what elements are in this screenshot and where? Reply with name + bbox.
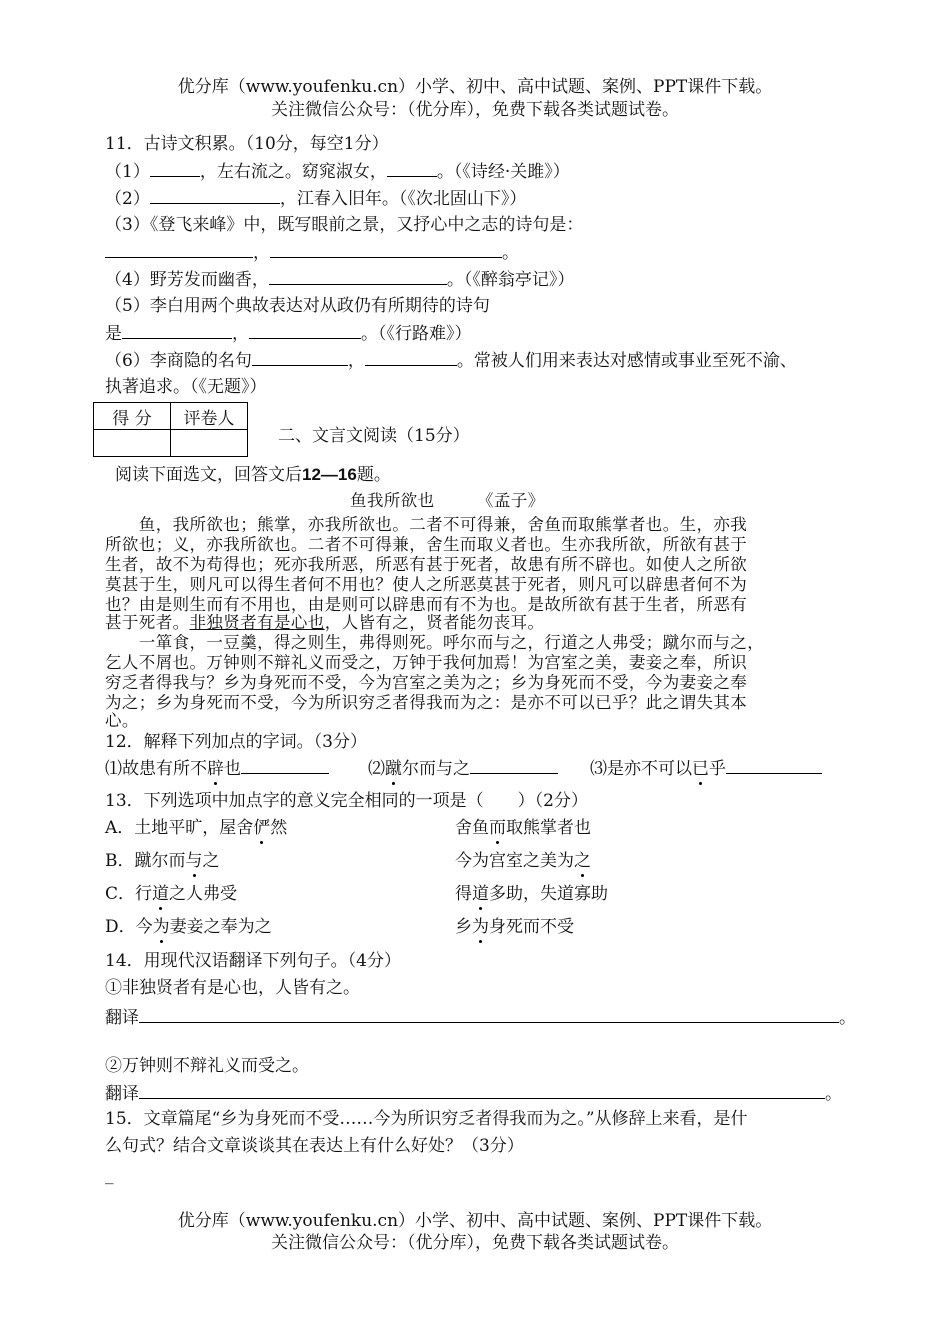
q11-item-2: （2） ，江春入旧年。（《次北固山下》） bbox=[105, 189, 527, 209]
score-cell[interactable] bbox=[94, 430, 171, 457]
q13-option-a-right: 舍鱼而取熊掌者也 bbox=[455, 818, 591, 838]
answer-blank[interactable] bbox=[252, 349, 348, 366]
passage-line: 也？由是则生而有不用也，由是则可以辟患而有不为也。是故所欲有甚于生者，所恶有 bbox=[105, 595, 748, 614]
answer-blank[interactable] bbox=[249, 322, 361, 339]
q15-answer-mark[interactable]: _ bbox=[105, 1165, 114, 1185]
q15-line-2: 么句式？结合文章谈谈其在表达上有什么好处？（3分） bbox=[105, 1136, 524, 1156]
q11-item-5: （5）李白用两个典故表达对从政仍有所期待的诗句 bbox=[105, 296, 490, 316]
q13-option-c-left: C．行道之人弗受 bbox=[105, 884, 238, 904]
score-table bbox=[93, 402, 248, 457]
q11-item-4: （4）野芳发而幽香， 。（《醉翁亭记》） bbox=[105, 270, 575, 290]
q15-line-1: 15．文章篇尾“乡为身死而不受……今为所识穷乏者得我而为之。”从修辞上来看，是什 bbox=[105, 1109, 748, 1129]
q12-item-2: ⑵蹴尔而与之 bbox=[368, 757, 558, 780]
q14-translation-1: 翻译 。 bbox=[105, 1008, 856, 1028]
q13-option-d-left: D．今为妻妾之奉为之 bbox=[105, 917, 272, 937]
passage-line: 生者，故不为苟得也；死亦我所恶，所恶有甚于死者，故患有所不辟也。如使人之所欲 bbox=[105, 555, 748, 574]
answer-blank[interactable] bbox=[387, 160, 437, 177]
q14-sentence-2: ②万钟则不辩礼义而受之。 bbox=[105, 1056, 309, 1076]
q14-title: 14．用现代汉语翻译下列句子。（4分） bbox=[105, 951, 401, 971]
footer-line-1: 优分库（www.youfenku.cn）小学、初中、高中试题、案例、PPT课件下载。 bbox=[177, 1211, 773, 1231]
passage-line: 莫甚于生，则凡可以得生者何不用也？使人之所恶莫甚于死者，则凡可以辟患者何不为 bbox=[105, 575, 748, 594]
passage-line: 甚于死者。非独贤者有是心也，人皆有之，贤者能勿丧耳。 bbox=[105, 613, 545, 632]
q11-item-3: （3）《登飞来峰》中，既写眼前之景，又抒心中之志的诗句是： bbox=[105, 215, 584, 235]
section-2-title: 二、文言文阅读（15分） bbox=[278, 426, 470, 446]
passage-line: 穷乏者得我与？乡为身死而不受，今为宫室之美为之；乡为身死而不受，今为妻妾之奉 bbox=[105, 673, 748, 692]
passage-line: 为之；乡为身死而不受，今为所识穷乏者得我而为之：是亦不可以已乎？此之谓失其本 bbox=[105, 693, 748, 712]
q14-sentence-1: ①非独贤者有是心也，人皆有之。 bbox=[105, 978, 360, 998]
footer-line-2: 关注微信公众号：（优分库），免费下载各类试题试卷。 bbox=[271, 1233, 679, 1253]
answer-blank[interactable] bbox=[150, 187, 280, 204]
q13-option-d-right: 乡为身死而不受 bbox=[455, 917, 574, 937]
q11-item-6-cont: 执著追求。（《无题》） bbox=[105, 377, 267, 397]
q13-option-a-left: A．土地平旷，屋舍俨然 bbox=[105, 818, 288, 838]
q11-item-3-blanks: ， 。 bbox=[105, 241, 519, 264]
q12-title: 12．解释下列加点的字词。（3分） bbox=[105, 732, 367, 752]
answer-blank[interactable] bbox=[105, 241, 253, 258]
answer-blank[interactable] bbox=[726, 757, 822, 774]
q13-title: 13．下列选项中加点字的意义完全相同的一项是（ ）（2分） bbox=[105, 791, 588, 811]
header-line-1: 优分库（www.youfenku.cn）小学、初中、高中试题、案例、PPT课件下载。 bbox=[177, 77, 773, 97]
q12-item-3: ⑶是亦不可以已乎 bbox=[590, 757, 822, 780]
score-header: 得 分 bbox=[94, 403, 171, 430]
answer-blank[interactable] bbox=[122, 322, 232, 339]
q13-option-b-left: B．蹴尔而与之 bbox=[105, 851, 220, 871]
header-line-2: 关注微信公众号：（优分库），免费下载各类试题试卷。 bbox=[271, 100, 679, 120]
q12-item-1: ⑴故患有所不辟也 bbox=[105, 757, 329, 780]
answer-blank[interactable] bbox=[270, 241, 502, 258]
answer-blank[interactable] bbox=[269, 268, 447, 285]
passage-line: 一箪食，一豆羹，得之则生，弗得则死。呼尔而与之，行道之人弗受；蹴尔而与之， bbox=[105, 633, 765, 652]
q11-title: 11．古诗文积累。（10分，每空1分） bbox=[105, 134, 389, 154]
q11-item-5-blanks: 是 ， 。（《行路难》） bbox=[105, 324, 472, 344]
q11-item-6: （6）李商隐的名句 ， 。常被人们用来表达对感情或事业至死不渝、 bbox=[105, 351, 797, 371]
q13-option-c-right: 得道多助，失道寡助 bbox=[455, 884, 608, 904]
q14-translation-2: 翻译 。 bbox=[105, 1084, 842, 1104]
q11-item-1: （1） ，左右流之。窈窕淑女， 。（《诗经·关雎》） bbox=[105, 162, 570, 182]
passage-line: 鱼，我所欲也；熊掌，亦我所欲也。二者不可得兼，舍鱼而取熊掌者也。生，亦我 bbox=[105, 515, 748, 534]
answer-blank[interactable] bbox=[241, 757, 329, 774]
grader-header: 评卷人 bbox=[171, 403, 248, 430]
passage-line: 所欲也；义，亦我所欲也。二者不可得兼，舍生而取义者也。生亦我所欲，所欲有甚于 bbox=[105, 535, 748, 554]
section-2-intro: 阅读下面选文，回答文后12—16题。 bbox=[115, 465, 391, 485]
answer-blank[interactable] bbox=[470, 757, 558, 774]
grader-cell[interactable] bbox=[171, 430, 248, 457]
answer-blank[interactable] bbox=[139, 1006, 839, 1023]
answer-blank[interactable] bbox=[150, 160, 200, 177]
passage-line: 心。 bbox=[105, 711, 139, 730]
answer-blank[interactable] bbox=[139, 1082, 825, 1099]
passage-line: 乞人不屑也。万钟则不辩礼义而受之，万钟于我何加焉！为宫室之美，妻妾之奉，所识 bbox=[105, 653, 748, 672]
q13-option-b-right: 今为宫室之美为之 bbox=[455, 851, 591, 871]
answer-blank[interactable] bbox=[365, 349, 457, 366]
passage-title: 鱼我所欲也 《孟子》 bbox=[350, 491, 545, 510]
